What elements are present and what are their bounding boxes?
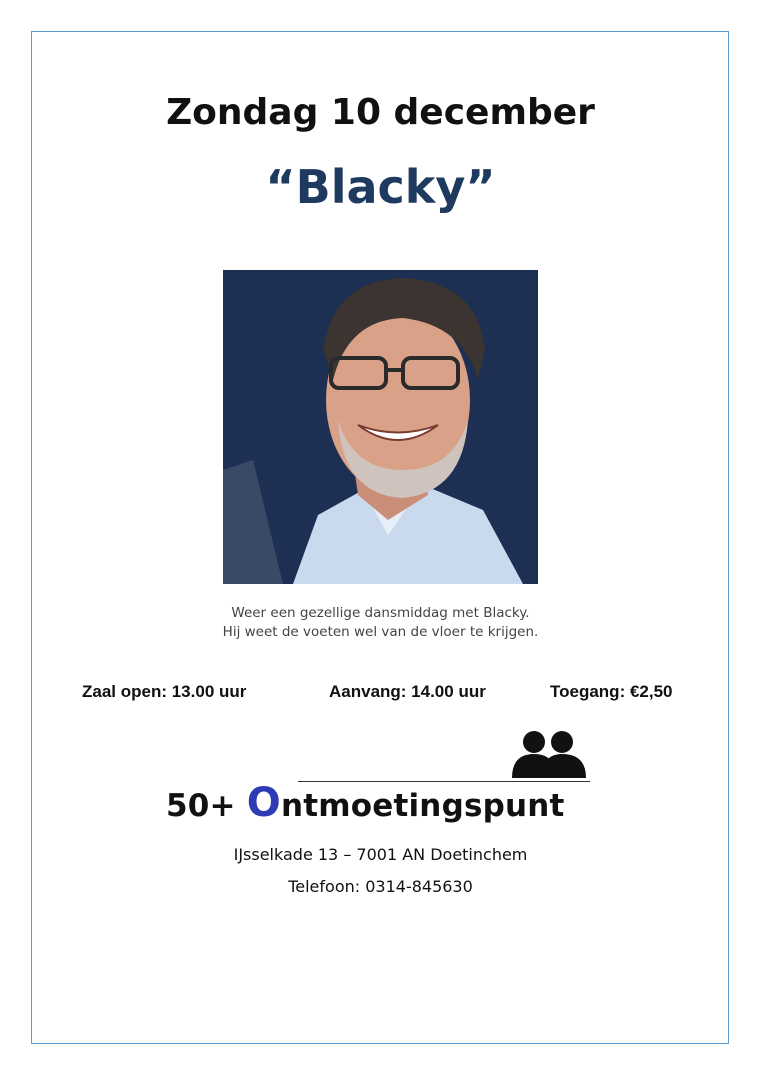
logo-rest: ntmoetingspunt: [280, 788, 565, 824]
event-date: Zondag 10 december: [166, 92, 595, 133]
start-time: Aanvang: 14.00 uur: [329, 682, 486, 701]
phone-number: Telefoon: 0314-845630: [288, 877, 473, 896]
artist-photo: [223, 270, 538, 584]
entry-price: Toegang: €2,50: [550, 682, 673, 701]
address: IJsselkade 13 – 7001 AN Doetinchem: [233, 845, 528, 864]
description-line-1: Weer een gezellige dansmiddag met Blacky.: [231, 605, 530, 621]
description-line-2: Hij weet de voeten wel van de vloer te krijgen.: [222, 624, 539, 640]
people-icon: [510, 728, 588, 778]
logo-prefix: 50+: [166, 788, 247, 824]
hall-open-time: Zaal open: 13.00 uur: [82, 682, 247, 701]
organisation-logo: [160, 728, 600, 824]
event-artist: “Blacky”: [265, 160, 496, 214]
logo-initial: O: [246, 780, 281, 826]
logo-wordmark: [166, 780, 565, 826]
event-description: [0, 604, 761, 642]
